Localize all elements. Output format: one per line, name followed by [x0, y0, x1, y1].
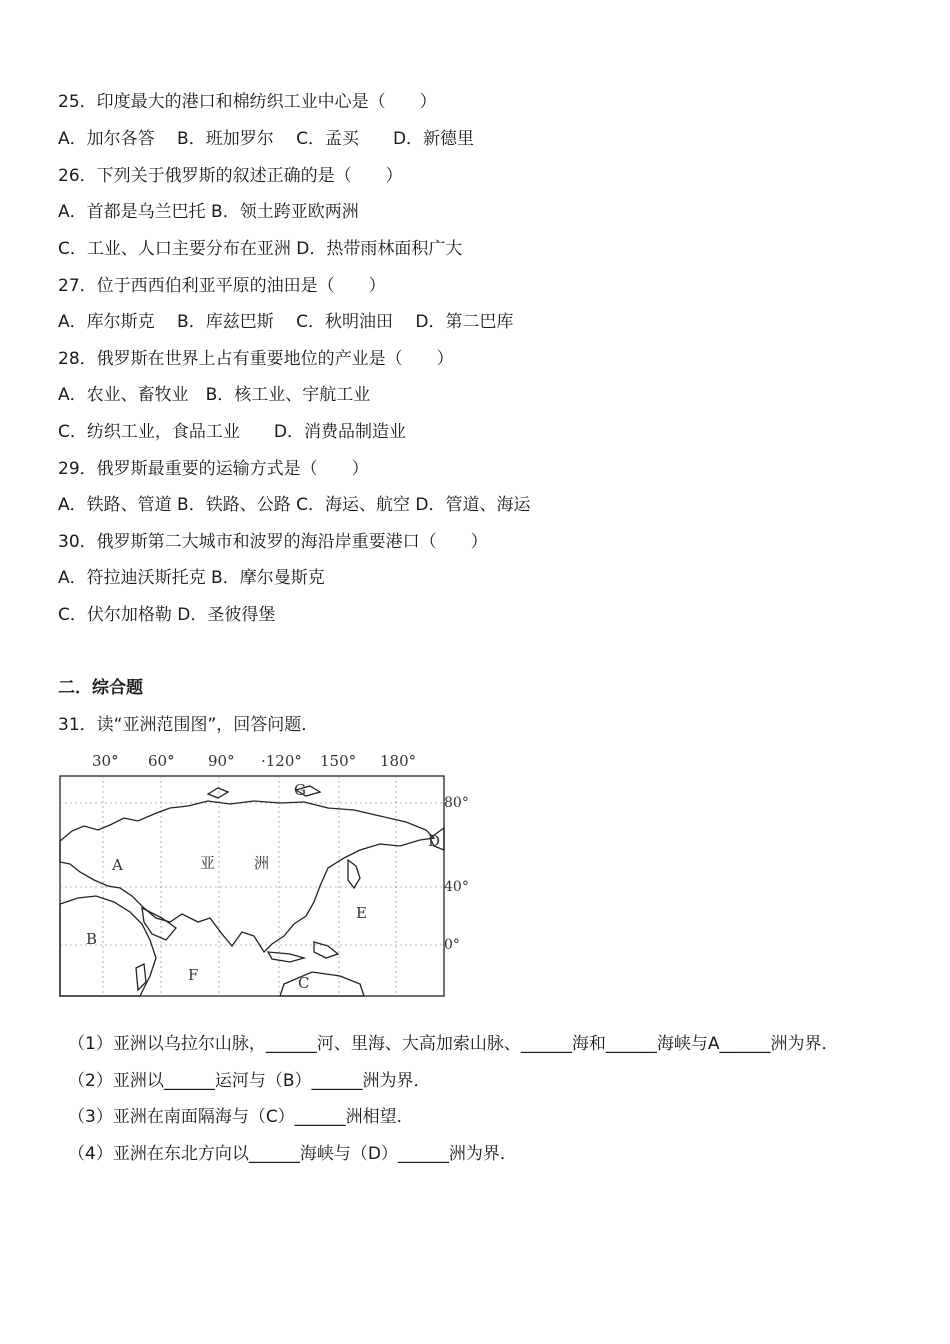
map-longitude-labels	[92, 752, 416, 770]
q27-stem: 27．位于西西伯利亚平原的油田是（ ）	[58, 276, 386, 296]
region-label-B: B	[86, 930, 98, 948]
lat-label-40: 40°	[444, 879, 469, 895]
region-label-G: G	[294, 781, 306, 799]
q28-stem: 28．俄罗斯在世界上占有重要地位的产业是（ ）	[58, 349, 454, 369]
map-coastlines	[60, 786, 444, 996]
lon-label-120: ·120°	[261, 752, 302, 770]
q29-stem: 29．俄罗斯最重要的运输方式是（ ）	[58, 459, 369, 479]
map-graticule	[60, 776, 444, 996]
region-label-E: E	[356, 904, 367, 922]
lon-label-180: 180°	[380, 752, 417, 770]
q25-stem: 25．印度最大的港口和棉纺织工业中心是（ ）	[58, 92, 437, 112]
region-label-A: A	[112, 856, 123, 874]
section-heading: 二．综合题	[58, 678, 143, 698]
lat-label-0: 0°	[444, 937, 460, 953]
q26-options-1: A．首都是乌兰巴托 B．领土跨亚欧两洲	[58, 202, 359, 222]
q29-options: A．铁路、管道 B．铁路、公路 C．海运、航空 D．管道、海运	[58, 495, 531, 515]
q30-options-1: A．符拉迪沃斯托克 B．摩尔曼斯克	[58, 568, 325, 588]
q31-sub-3: （3）亚洲在南面隔海与（C）______洲相望．	[68, 1107, 414, 1127]
lon-label-60: 60°	[148, 752, 175, 770]
q31-sub-1: （1）亚洲以乌拉尔山脉，______河、里海、大高加索山脉、______海和______海峡与A______洲为界．	[68, 1034, 839, 1054]
q27-options: A．库尔斯克 B．库兹巴斯 C．秋明油田 D．第二巴库	[58, 312, 514, 332]
region-label-ya: 亚	[200, 854, 216, 872]
map-frame	[60, 776, 444, 996]
q26-stem: 26．下列关于俄罗斯的叙述正确的是（ ）	[58, 166, 403, 186]
q30-options-2: C．伏尔加格勒 D．圣彼得堡	[58, 605, 276, 625]
q31-sub-2: （2）亚洲以______运河与（B）______洲为界．	[68, 1071, 431, 1091]
lon-label-90: 90°	[208, 752, 235, 770]
lon-label-30: 30°	[92, 752, 119, 770]
q26-options-2: C．工业、人口主要分布在亚洲 D．热带雨林面积广大	[58, 239, 463, 259]
map-region-labels	[86, 781, 440, 992]
lon-label-150: 150°	[320, 752, 357, 770]
region-label-C: C	[298, 974, 310, 992]
lat-label-80: 80°	[444, 795, 469, 811]
q31-sub-4: （4）亚洲在东北方向以______海峡与（D）______洲为界．	[68, 1144, 517, 1164]
region-label-F: F	[188, 966, 199, 984]
q25-options: A．加尔各答 B．班加罗尔 C．孟买 D．新德里	[58, 129, 475, 149]
q31-stem: 31．读“亚洲范围图”，回答问题．	[58, 715, 319, 735]
q28-options-2: C．纺织工业，食品工业 D．消费品制造业	[58, 422, 406, 442]
q28-options-1: A．农业、畜牧业 B．核工业、宇航工业	[58, 385, 371, 405]
region-label-zhou: 洲	[254, 854, 270, 872]
map-latitude-labels	[444, 795, 469, 953]
q30-stem: 30．俄罗斯第二大城市和波罗的海沿岸重要港口（ ）	[58, 532, 488, 552]
region-label-D: D	[428, 832, 441, 850]
asia-range-map	[58, 746, 472, 998]
